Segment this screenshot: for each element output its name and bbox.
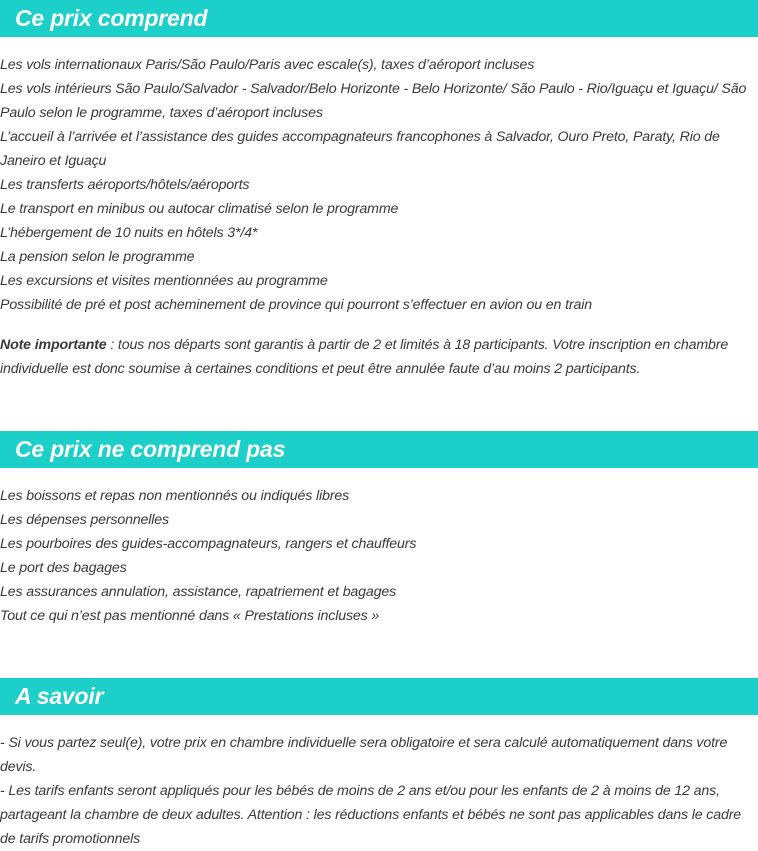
section-header-good-to-know	[0, 678, 758, 715]
list-item: Le transport en minibus ou autocar climatisé selon le programme	[0, 201, 399, 217]
not-included-list	[0, 484, 758, 628]
list-item: Les vols internationaux Paris/São Paulo/Paris avec escale(s), taxes d’aéroport incluses	[0, 57, 535, 73]
section-title-not-included: Ce prix ne comprend pas	[15, 436, 286, 462]
included-list	[0, 53, 758, 317]
good-to-know-list	[0, 731, 758, 851]
note-text: : tous nos départs sont garantis à partir de 2 et limités à 18 participants. Votre inscription en chambre individuelle est donc soumise à certaines conditions et peut être annulée faute d’au moins 2 participants.	[0, 337, 729, 377]
list-item: Possibilité de pré et post acheminement de province qui pourront s’effectuer en avion ou en train	[0, 297, 592, 313]
section-title-included: Ce prix comprend	[15, 5, 208, 31]
note-label: Note importante	[0, 337, 107, 353]
list-item: Le port des bagages	[0, 560, 127, 576]
section-title-good-to-know: A savoir	[15, 683, 104, 709]
list-item: Les vols intérieurs São Paulo/Salvador - Salvador/Belo Horizonte - Belo Horizonte/ São Paulo - Rio/Iguaçu et Iguaçu/ São Paulo selon le programme, taxes d’aéroport incluses	[0, 81, 747, 121]
section-header-included	[0, 0, 758, 37]
list-item: L’hébergement de 10 nuits en hôtels 3*/4*	[0, 225, 258, 241]
list-item: L’accueil à l’arrivée et l’assistance des guides accompagnateurs francophones à Salvador, Ouro Preto, Paraty, Rio de Janeiro et Iguaçu	[0, 129, 720, 169]
list-item: Les dépenses personnelles	[0, 512, 169, 528]
section-header-not-included	[0, 431, 758, 468]
important-note	[0, 333, 758, 381]
list-item: La pension selon le programme	[0, 249, 195, 265]
list-item: Tout ce qui n’est pas mentionné dans « Prestations incluses »	[0, 608, 380, 624]
list-item: - Si vous partez seul(e), votre prix en chambre individuelle sera obligatoire et sera calculé automatiquement dans votre devis.	[0, 735, 728, 775]
list-item: Les excursions et visites mentionnées au programme	[0, 273, 328, 289]
list-item: Les transferts aéroports/hôtels/aéroports	[0, 177, 250, 193]
list-item: - Les tarifs enfants seront appliqués pour les bébés de moins de 2 ans et/ou pour les enfants de 2 à moins de 12 ans, partageant la chambre de deux adultes. Attention : les réductions enfants et bébés ne sont pas applicables dans le cadre de tarifs promotionnels	[0, 783, 742, 847]
list-item: Les assurances annulation, assistance, rapatriement et bagages	[0, 584, 397, 600]
list-item: Les boissons et repas non mentionnés ou indiqués libres	[0, 488, 350, 504]
list-item: Les pourboires des guides-accompagnateurs, rangers et chauffeurs	[0, 536, 417, 552]
